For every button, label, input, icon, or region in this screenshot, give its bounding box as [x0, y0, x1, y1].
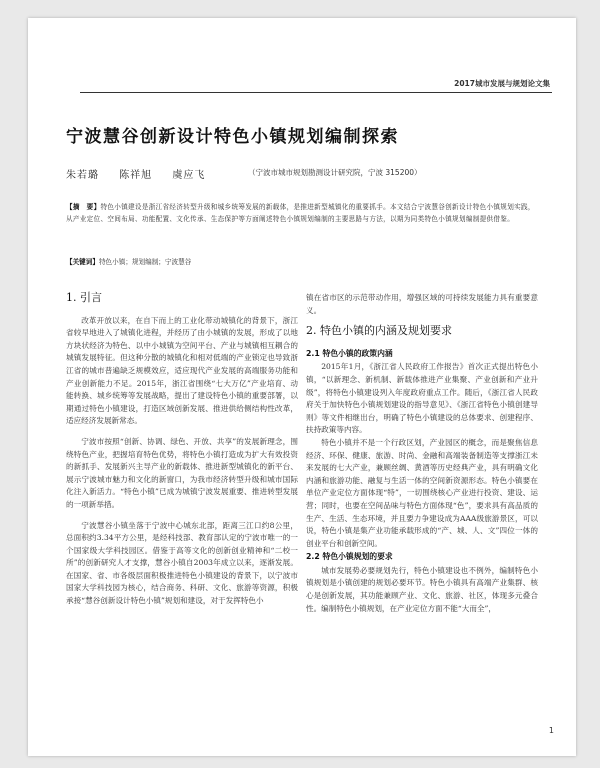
author-name: 朱若璐 — [66, 170, 99, 181]
keywords — [66, 256, 538, 266]
keywords-label: 【关键词】 — [66, 258, 99, 266]
author-name: 虞应飞 — [172, 170, 206, 181]
paragraph: 镇在省市区的示范带动作用，增强区域的可持续发展能力具有重要意义。 — [306, 293, 538, 315]
paragraph: 宁波慧谷小镇坐落于宁波中心城东北部，距离三江口约8公里，总面积约3.34平方公里，是经科技部、教育部认定的宁波市唯一的一个国家级大学科技园区。借鉴于高等文化的创新创业精神和“二校一所”的创新研究人才支撑，慧谷小镇自2003年成立以来，逐渐发展。在国家、省、市各级层面积极推进特色小镇建设的背景下，以宁波市国家大学科技园为核心，结合商务、科研、文化、旅游等资源，积极承接“慧谷创新设计特色小镇”规划和建设，对于发挥特色小 — [66, 520, 298, 606]
author-name: 陈祥旭 — [119, 170, 153, 181]
abstract-text: 特色小镇建设是浙江省经济转型升级和城乡统筹发展的新载体，是推进新型城镇化的重要抓手。本文结合宁波慧谷创新设计特色小镇规划实践，从产业定位、空间布局、功能配置、文化传承、生态保护等方面阐述特色小镇规划编制的主要思路与方法，以期为同类特色小镇规划编制提供借鉴。 — [66, 203, 535, 223]
paragraph: 改革开放以来，在自下而上的工业化带动城镇化的背景下，浙江省较早地进入了城镇化进程，并经历了由小城镇的发展，形成了以地方块状经济为特色、以中小城镇为空间平台、产业与城镇相互耦合的城镇发展特征。但这种分散的城镇化和相对低端的产业锁定也导致浙江省的城市普遍缺乏规模效应，适应现代产业发展的高端服务功能和产业创新能力不足。2015年，浙江省围绕“七大万亿”产业培育、动能转换、城乡统筹等发展战略，提出了建设特色小镇的重要部署，以期通过特色小镇建设，打造区域创新发展、推进供给侧结构性改革，适应经济发展新常态。 — [66, 315, 298, 426]
left-column — [66, 292, 298, 608]
keywords-text: 特色小镇；规划编制；宁波慧谷 — [98, 258, 192, 266]
journal-name: 2017城市发展与规划论文集 — [454, 79, 550, 88]
section-heading: 2. 特色小镇的内涵及规划要求 — [306, 324, 452, 338]
abstract — [66, 202, 538, 226]
paper-page — [28, 18, 576, 756]
section-heading: 1. 引言 — [66, 291, 102, 304]
paragraph: 特色小镇并不是一个行政区划，产业园区的概念，而是聚焦信息经济、环保、健康、旅游、时尚、金融和高端装备制造等支撑浙江未来发展的七大产业，兼顾丝绸、黄酒等历史经典产业，具有明确文化内涵和旅游功能、融复与生活一体的空间新资源形态。特色小镇要在单位产业定位方面体现“特”，一切围绕核心产业进行投资、建设、运营；同时，也要在空间品味与特色方面体现“色”，要求具有高品质的生产、生活、生态环境，并且要力争建设成为AAA级旅游景区，可以说，特色小镇是集产业功能承载形成的“产、城、人、文”四位一体的创业平台和创新空间。 — [306, 437, 538, 548]
abstract-label: 【摘 要】 — [66, 203, 101, 211]
page-number: 1 — [548, 726, 554, 735]
header-rule — [80, 92, 552, 93]
paragraph: 宁波市按照“创新、协调、绿色、开放、共享”的发展新理念，围绕特色产业，把握培育特色优势，将特色小镇打造成为扩大有效投资的新抓手、发展新兴主导产业的新载体、推进新型城镇化的新平台、展示宁波城市魅力和文化的新窗口，为我市经济转型升级和城市国际化注入新活力。“特色小镇”已成为城镇宁波发展重要、推进转型发展的一项新举措。 — [66, 436, 298, 509]
paper-title: 宁波慧谷创新设计特色小镇规划编制探索 — [66, 127, 399, 147]
author-list — [66, 166, 221, 181]
author-affiliation: （宁波市城市规划勘测设计研究院，宁波 315200） — [248, 168, 422, 177]
right-column — [306, 292, 538, 615]
subsection-heading: 2.1 特色小镇的政策内涵 — [306, 348, 393, 358]
paragraph: 城市发展势必要规划先行，特色小镇建设也不例外，编制特色小镇规划是小镇创建的规划必要环节。特色小镇具有高端产业集群、核心是创新发展，其功能兼顾产业、文化、旅游、社区，体现多元叠合性。编制特色小镇规划，在产业定位方面不能“大而全”， — [306, 565, 538, 613]
subsection-heading: 2.2 特色小镇规划的要求 — [306, 552, 393, 562]
paragraph: 2015年1月，《浙江省人民政府工作报告》首次正式提出特色小镇，“以新理念、新机制、新载体推进产业集聚、产业创新和产业升级”，将特色小镇建设列入年度政府重点工作。随后，《浙江省人民政府关于加快特色小镇规划建设的指导意见》、《浙江省特色小镇创建导则》等文件相继出台，明确了特色小镇建设的总体要求、创建程序、扶持政策等内容。 — [306, 362, 538, 435]
